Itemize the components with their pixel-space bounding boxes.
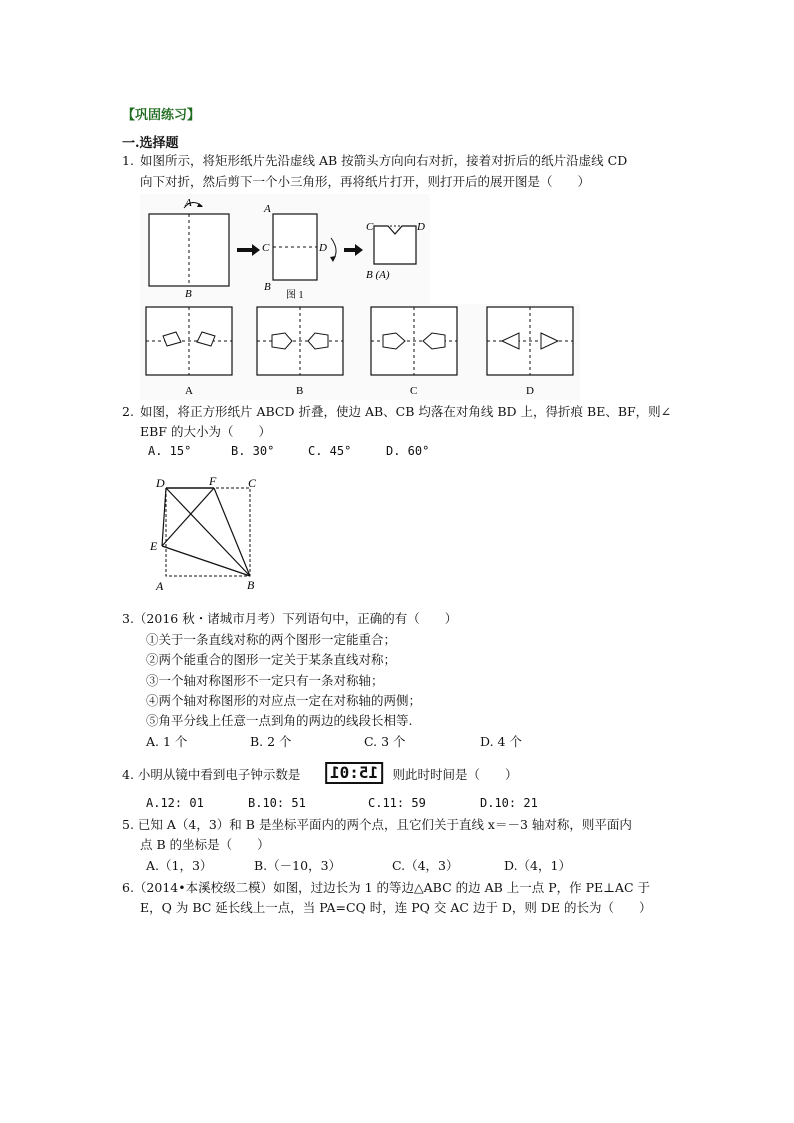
q1-answer-figures — [140, 304, 580, 400]
q1-option-B: B — [296, 385, 304, 397]
q2-square-figure — [146, 472, 266, 594]
q5-option-d: D.（4，1） — [504, 858, 571, 873]
q2-line2: EBF 的大小为（ ） — [140, 424, 271, 439]
q1-label-C2: C — [366, 221, 374, 233]
q1-label-D: D — [319, 242, 327, 254]
q2-option-b: B. 30° — [231, 444, 275, 458]
q1-label-B2: B — [264, 281, 271, 293]
part-title: 一.选择题 — [122, 136, 179, 151]
q3-item-5: ⑤角平分线上任意一点到角的两边的线段长相等. — [146, 713, 413, 728]
q3-item-4: ④两个轴对称图形的对应点一定在对称轴的两侧； — [146, 693, 422, 708]
q5-option-b: B.（－10，3） — [254, 858, 342, 873]
q1-label-BA: B (A) — [366, 269, 390, 281]
q1-line2: 向下对折，然后剪下一个小三角形，再将纸片打开，则打开后的展开图是（ ） — [140, 174, 591, 189]
q3-option-b: B. 2 个 — [250, 734, 292, 749]
section-title: 【巩固练习】 — [122, 108, 201, 123]
q3-item-2: ②两个能重合的图形一定关于某条直线对称； — [146, 652, 397, 667]
q4-option-c: C.11: 59 — [368, 796, 426, 810]
q1-label-A: A — [185, 197, 192, 209]
q1-label-A2: A — [264, 203, 271, 215]
q4-option-b: B.10: 51 — [248, 796, 306, 810]
q5-line1: 5. 已知 A（4，3）和 B 是坐标平面内的两个点，且它们关于直线 x＝－3 轴对称，则平面内 — [122, 817, 632, 832]
q5-option-c: C.（4，3） — [392, 858, 459, 873]
q3-option-d: D. 4 个 — [480, 734, 522, 749]
q2-option-d: D. 60° — [386, 444, 430, 458]
q3-item-1: ①关于一条直线对称的两个图形一定能重合； — [146, 632, 397, 647]
q5-line2: 点 B 的坐标是（ ） — [140, 837, 270, 852]
q1-line1: 如图所示，将矩形纸片先沿虚线 AB 按箭头方向向右对折，接着对折后的纸片沿虚线 CD — [140, 153, 628, 168]
q2-label-B: B — [247, 578, 255, 592]
q2-label-A: A — [156, 579, 164, 593]
q1-option-A: A — [185, 385, 193, 397]
q1-label-D2: D — [417, 221, 425, 233]
q4-text-before: 4. 小明从镜中看到电子钟示数是 — [122, 767, 301, 782]
q3-line1: 3.（2016 秋・诸城市月考）下列语句中，正确的有（ ） — [122, 611, 458, 626]
q1-option-C: C — [410, 385, 418, 397]
q4-option-d: D.10: 21 — [480, 796, 538, 810]
q1-label-C: C — [262, 242, 270, 254]
q6-line2: E，Q 为 BC 延长线上一点，当 PA=CQ 时，连 PQ 交 AC 边于 D，则 DE 的长为（ ） — [140, 900, 652, 915]
q3-item-3: ③一个轴对称图形不一定只有一条对称轴； — [146, 673, 384, 688]
q1-label-B: B — [185, 288, 192, 300]
q1-option-D: D — [526, 385, 534, 397]
q2-label-D: D — [156, 476, 165, 490]
q2-option-a: A. 15° — [148, 444, 192, 458]
q6-line1: 6.（2014•本溪校级二模）如图，过边长为 1 的等边△ABC 的边 AB 上一点 P，作 PE⊥AC 于 — [122, 880, 650, 895]
q5-option-a: A.（1，3） — [146, 858, 213, 873]
q2-label-C: C — [248, 476, 257, 490]
q4-option-a: A.12: 01 — [146, 796, 204, 810]
q1-number: 1. — [122, 153, 134, 168]
q1-fold-figure — [140, 194, 430, 304]
q2-label-F: F — [209, 474, 217, 488]
q2-label-E: E — [150, 539, 158, 553]
q3-option-a: A. 1 个 — [146, 734, 188, 749]
q1-fig-caption: 图 1 — [286, 290, 304, 301]
q3-option-c: C. 3 个 — [364, 734, 406, 749]
q4-text-after: ，则此时时间是（ ） — [380, 767, 518, 782]
q4-mirror-clock: 15:01 — [325, 762, 383, 784]
q2-line1: 如图，将正方形纸片 ABCD 折叠，使边 AB、CB 均落在对角线 BD 上，得折痕 BE、BF，则∠ — [140, 404, 672, 419]
q2-number: 2. — [122, 404, 134, 419]
q2-option-c: C. 45° — [308, 444, 352, 458]
